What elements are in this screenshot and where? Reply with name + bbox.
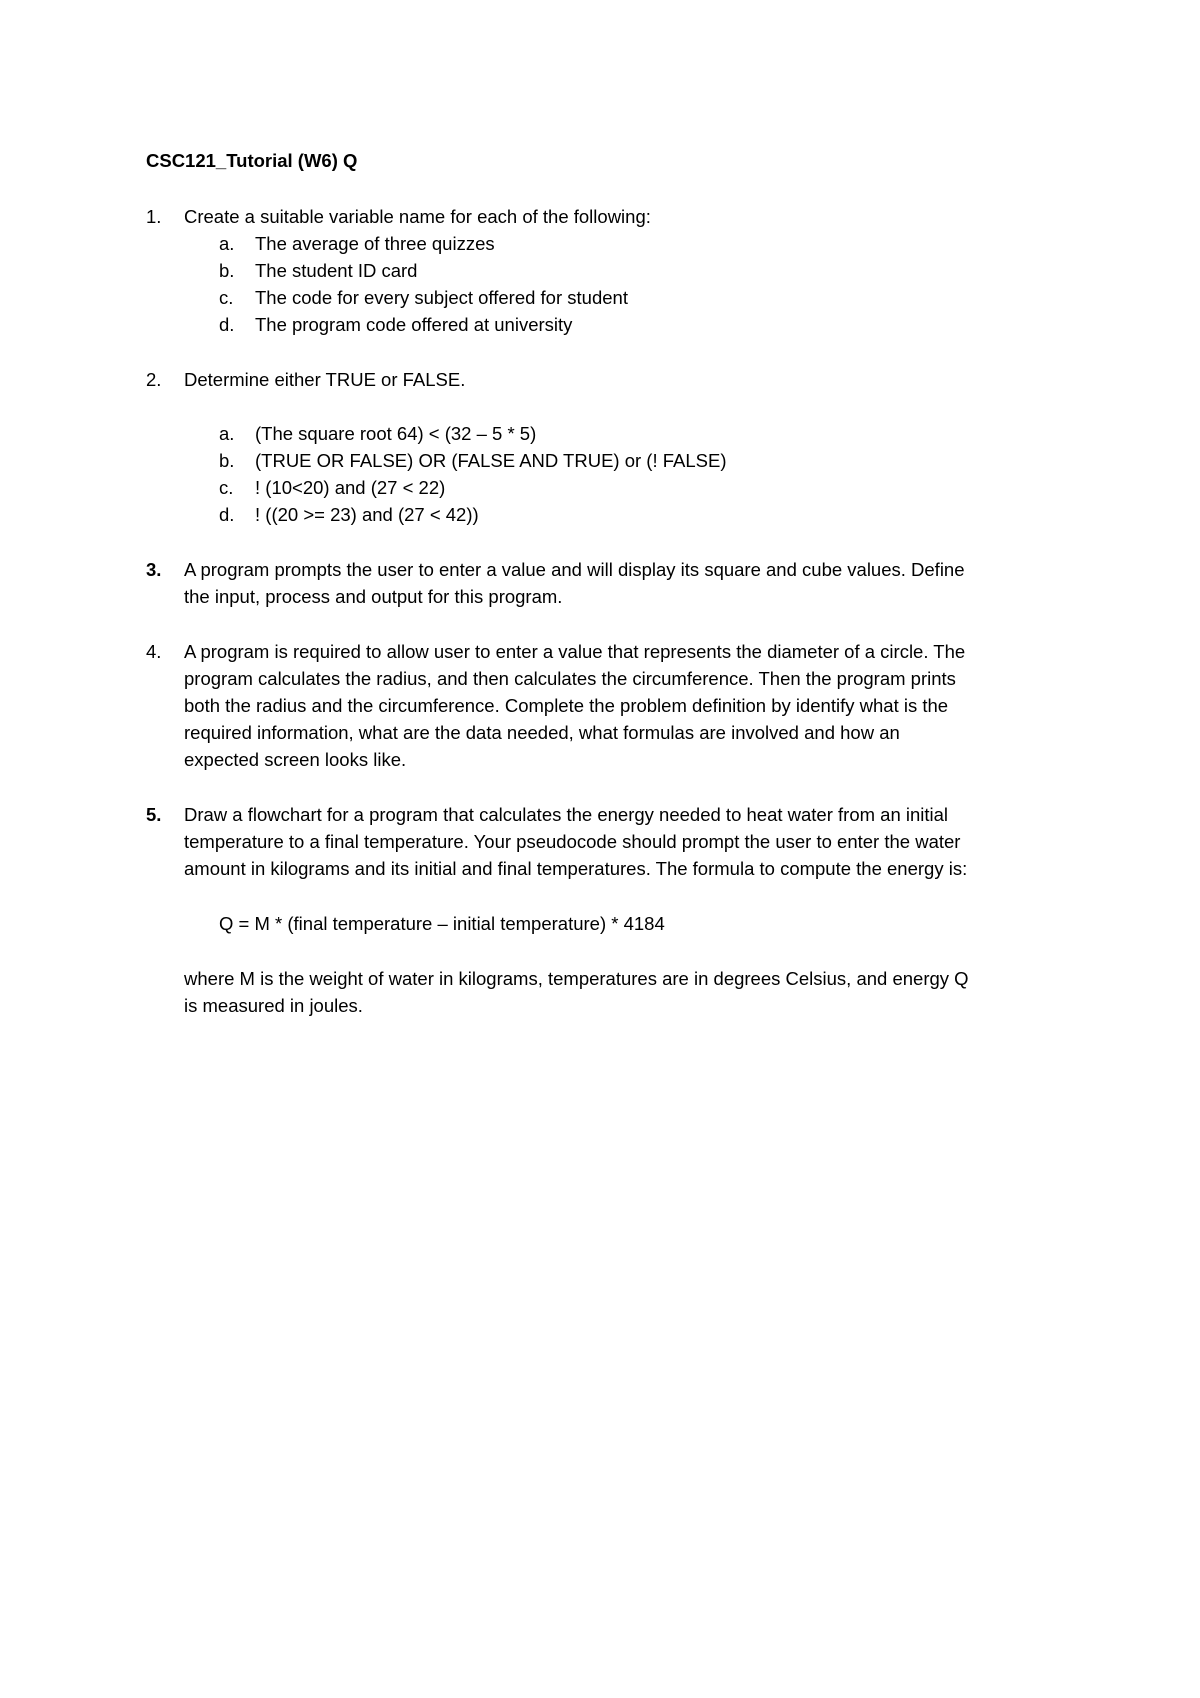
question-1-item-b-text: The student ID card bbox=[255, 260, 418, 281]
question-1-item-d-letter: d. bbox=[219, 314, 235, 335]
question-4-line-1: A program is required to allow user to enter a value that represents the diameter of a circle. The bbox=[184, 641, 966, 662]
question-4-line-3: both the radius and the circumference. Complete the problem definition by identify what is the bbox=[184, 695, 949, 716]
question-1-item-c-text: The code for every subject offered for student bbox=[255, 287, 628, 308]
question-2-item-c-text: ! (10<20) and (27 < 22) bbox=[255, 477, 446, 498]
question-3-line-1: A program prompts the user to enter a value and will display its square and cube values. Define bbox=[184, 559, 965, 580]
question-5-after-line-2: is measured in joules. bbox=[184, 995, 363, 1016]
question-2-item-b-letter: b. bbox=[219, 450, 235, 471]
question-1-item-a-text: The average of three quizzes bbox=[255, 233, 495, 254]
question-1-item-a-letter: a. bbox=[219, 233, 235, 254]
question-3-number: 3. bbox=[146, 559, 162, 580]
document-title: CSC121_Tutorial (W6) Q bbox=[146, 150, 358, 171]
question-1-item-b-letter: b. bbox=[219, 260, 235, 281]
question-5-number: 5. bbox=[146, 804, 162, 825]
question-4-line-2: program calculates the radius, and then calculates the circumference. Then the program prints bbox=[184, 668, 956, 689]
energy-formula: Q = M * (final temperature – initial temperature) * 4184 bbox=[219, 913, 665, 934]
question-4-line-4: required information, what are the data needed, what formulas are involved and how an bbox=[184, 722, 900, 743]
question-1-number: 1. bbox=[146, 206, 162, 227]
question-5-line-2: temperature to a final temperature. Your pseudocode should prompt the user to enter the water bbox=[184, 831, 961, 852]
question-2-item-c-letter: c. bbox=[219, 477, 234, 498]
question-1-text: Create a suitable variable name for each of the following: bbox=[184, 206, 651, 227]
question-2-number: 2. bbox=[146, 369, 162, 390]
question-1-item-d-text: The program code offered at university bbox=[255, 314, 573, 335]
question-2-item-d-text: ! ((20 >= 23) and (27 < 42)) bbox=[255, 504, 479, 525]
question-3-line-2: the input, process and output for this program. bbox=[184, 586, 563, 607]
question-2-item-a-letter: a. bbox=[219, 423, 235, 444]
question-2-item-a-text: (The square root 64) < (32 – 5 * 5) bbox=[255, 423, 537, 444]
question-2-item-d-letter: d. bbox=[219, 504, 235, 525]
question-2-item-b-text: (TRUE OR FALSE) OR (FALSE AND TRUE) or (! FALSE) bbox=[255, 450, 727, 471]
question-4-line-5: expected screen looks like. bbox=[184, 749, 407, 770]
question-5-line-3: amount in kilograms and its initial and final temperatures. The formula to compute the energy is: bbox=[184, 858, 968, 879]
question-5-after-line-1: where M is the weight of water in kilograms, temperatures are in degrees Celsius, and energy Q bbox=[184, 968, 969, 989]
question-4-number: 4. bbox=[146, 641, 162, 662]
question-5-line-1: Draw a flowchart for a program that calculates the energy needed to heat water from an initial bbox=[184, 804, 949, 825]
question-1-item-c-letter: c. bbox=[219, 287, 234, 308]
question-2-text: Determine either TRUE or FALSE. bbox=[184, 369, 466, 390]
